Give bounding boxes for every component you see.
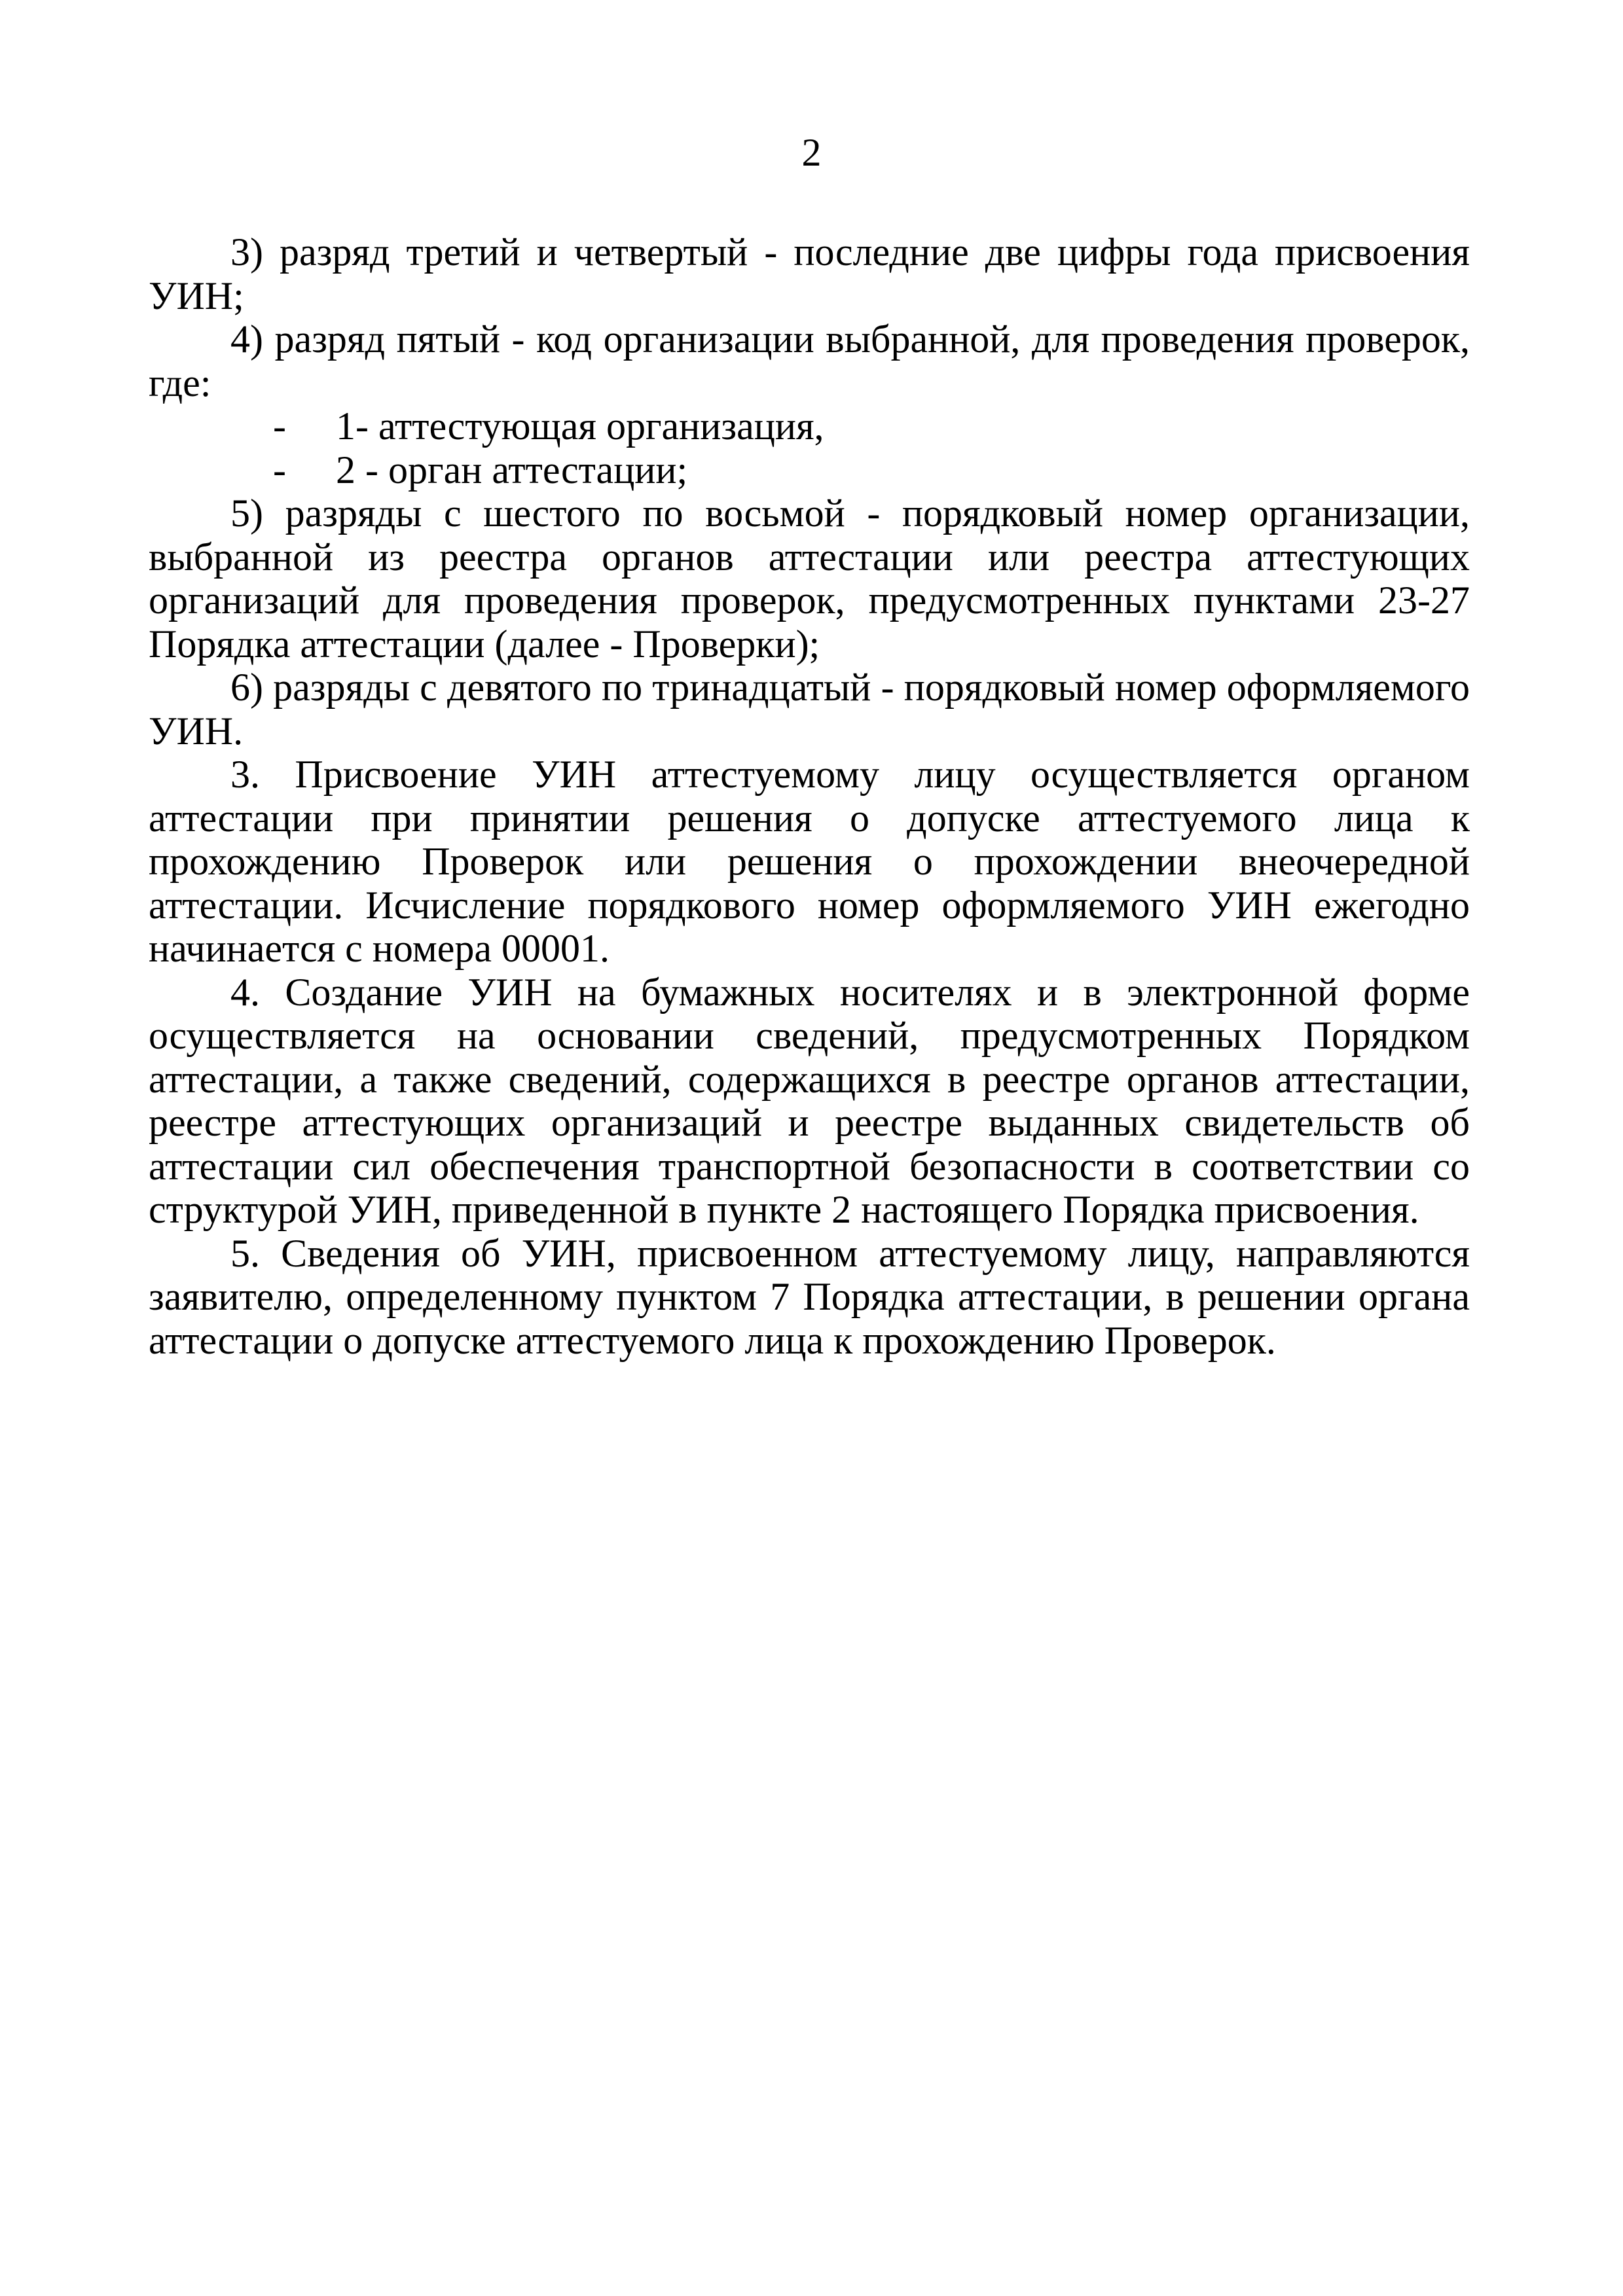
page-number: 2 [801, 131, 822, 174]
dash-item-2 [149, 448, 1470, 492]
item-5-digits: 5) разряды с шестого по восьмой - порядковый номер организации, выбранной из реестра органов аттестации или реестра аттестующих организаций для проведения проверок, предусмотренных пунктами 23-27 Порядка аттестации (далее - Проверки); [149, 492, 1470, 666]
item-4-digit: 4) разряд пятый - код организации выбранной, для проведения проверок, где: [149, 317, 1470, 404]
section-5-paragraph: 5. Сведения об УИН, присвоенном аттестуемому лицу, направляются заявителю, определенному пунктом 7 Порядка аттестации, в решении органа аттестации о допуске аттестуемого лица к прохождению Проверок. [149, 1231, 1470, 1362]
dash-item-text: 1- аттестующая организация, [336, 404, 824, 448]
section-3-paragraph: 3. Присвоение УИН аттестуемому лицу осуществляется органом аттестации при принятии решения о допуске аттестуемого лица к прохождению Проверок или решения о прохождении внеочередной аттестации. Исчисление порядкового номер оформляемого УИН ежегодно начинается с номера 00001. [149, 753, 1470, 970]
dash-item-1 [149, 404, 1470, 448]
dash-marker: - [273, 404, 286, 448]
item-3-digits: 3) разряд третий и четвертый - последние две цифры года присвоения УИН; [149, 230, 1470, 317]
item-6-digits: 6) разряды с девятого по тринадцатый - порядковый номер оформляемого УИН. [149, 666, 1470, 753]
document-body [149, 230, 1470, 1362]
section-4-paragraph: 4. Создание УИН на бумажных носителях и в электронной форме осуществляется на основании сведений, предусмотренных Порядком аттестации, а также сведений, содержащихся в реестре органов аттестации, реестре аттестующих организаций и реестре выданных свидетельств об аттестации сил обеспечения транспортной безопасности в соответствии со структурой УИН, приведенной в пункте 2 настоящего Порядка присвоения. [149, 970, 1470, 1231]
dash-item-text: 2 - орган аттестации; [336, 448, 688, 492]
dash-marker: - [273, 448, 286, 492]
